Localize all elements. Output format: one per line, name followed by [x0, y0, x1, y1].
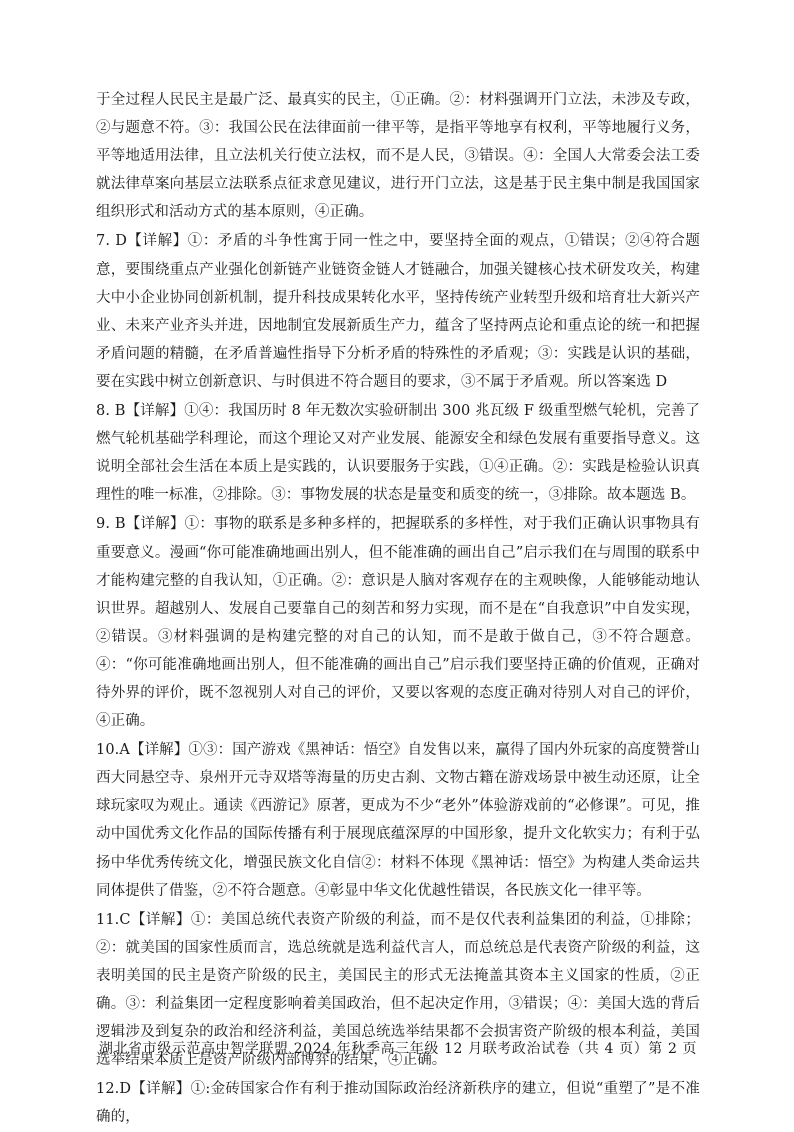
paragraph-q12: 12.D【详解】①:金砖国家合作有利于推动国际政治经济新秩序的建立，但说“重塑了”是不准确的，: [96, 1081, 700, 1126]
paragraph-q10: 10.A【详解】①③：国产游戏《黑神话：悟空》自发售以来，赢得了国内外玩家的高度赞誉山西大同悬空寺、泉州开元寺双塔等海量的历史古刹、文物古籍在游戏场景中被生动还原，让全球玩家叹为观止。通读《西游记》原著，更成为不少“老外”体验游戏前的“必修课”。可见，推动中国优秀文化作品的国际传播有利于展现底蕴深厚的中国形象，提升文化软实力；有利于弘扬中华优秀传统文化，增强民族文化自信②：材料不体现《黑神话：悟空》为构建人类命运共同体提供了借鉴，②不符合题意。④彰显中华文化优越性错误，各民族文化一律平等。: [96, 742, 700, 899]
document-body: [96, 86, 700, 1132]
paragraph-q7: 7. D【详解】①：矛盾的斗争性寓于同一性之中，要坚持全面的观点，①错误；②④符合题意，要围绕重点产业强化创新链产业链资金链人才链融合，加强关键核心技术研发攻关，构建大中小企业协同创新机制，提升科技成果转化水平，坚持传统产业转型升级和培育壮大新兴产业、未来产业齐头并进，因地制宜发展新质生产力，蕴含了坚持两点论和重点论的统一和把握矛盾问题的精髓，在矛盾普遍性指导下分析矛盾的特殊性的矛盾观；③：实践是认识的基础，要在实践中树立创新意识、与时俱进不符合题目的要求，③不属于矛盾观。所以答案选 D: [96, 233, 700, 390]
paragraph-q9: 9. B【详解】①：事物的联系是多种多样的，把握联系的多样性，对于我们正确认识事物具有重要意义。漫画“你可能准确地画出别人，但不能准确的画出自己”启示我们在与周围的联系中才能构建完整的自我认知，①正确。②：意识是人脑对客观存在的主观映像，人能够能动地认识世界。超越别人、发展自己要靠自己的刻苦和努力实现，而不是在“自我意识”中自发实现，②错误。③材料强调的是构建完整的对自己的认知，而不是敢于做自己，③不符合题意。④：“你可能准确地画出别人，但不能准确的画出自己”启示我们要坚持正确的价值观，正确对待外界的评价，既不忽视别人对自己的评价，又要以客观的态度正确对待别人对自己的评价，④正确。: [96, 516, 700, 730]
paragraph-q8: 8. B【详解】①④：我国历时 8 年无数次实验研制出 300 兆瓦级 F 级重型燃气轮机，完善了燃气轮机基础学科理论，而这个理论又对产业发展、能源安全和绿色发展有重要指导意义。这说明全部社会生活在本质上是实践的，认识要服务于实践，①④正确。②：实践是检验认识真理性的唯一标准，②排除。③：事物发展的状态是量变和质变的统一，③排除。故本题选 B。: [96, 403, 700, 504]
paragraph-q11: 11.C【详解】①：美国总统代表资产阶级的利益，而不是仅代表利益集团的利益，①排除；②：就美国的国家性质而言，选总统就是选利益代言人，而总统总是代表资产阶级的利益，这表明美国的民主是资产阶级的民主，美国民主的形式无法掩盖其资本主义国家的性质，②正确。③：利益集团一定程度影响着美国政治，但不起决定作用，③错误；④：美国大选的背后逻辑涉及到复杂的政治和经济利益，美国总统选举结果都不会损害资产阶级的根本利益，美国选举结果本质上是资产阶级内部博弈的结果，④正确。: [96, 911, 700, 1069]
paragraph-q6-continued: 于全过程人民民主是最广泛、最真实的民主，①正确。②：材料强调开门立法，未涉及专政，②与题意不符。③：我国公民在法律面前一律平等，是指平等地享有权利，平等地履行义务，平等地适用法律，且立法机关行使立法权，而不是人民，③错误。④：全国人大常委会法工委就法律草案向基层立法联系点征求意见建议，进行开门立法，这是基于民主集中制是我国国家组织形式和活动方式的基本原则，④正确。: [96, 92, 700, 221]
page-footer: 湖北省市级示范高中智学联盟 2024 年秋季高三年级 12 月联考政治试卷（共 4 页）第 2 页: [98, 1041, 698, 1057]
